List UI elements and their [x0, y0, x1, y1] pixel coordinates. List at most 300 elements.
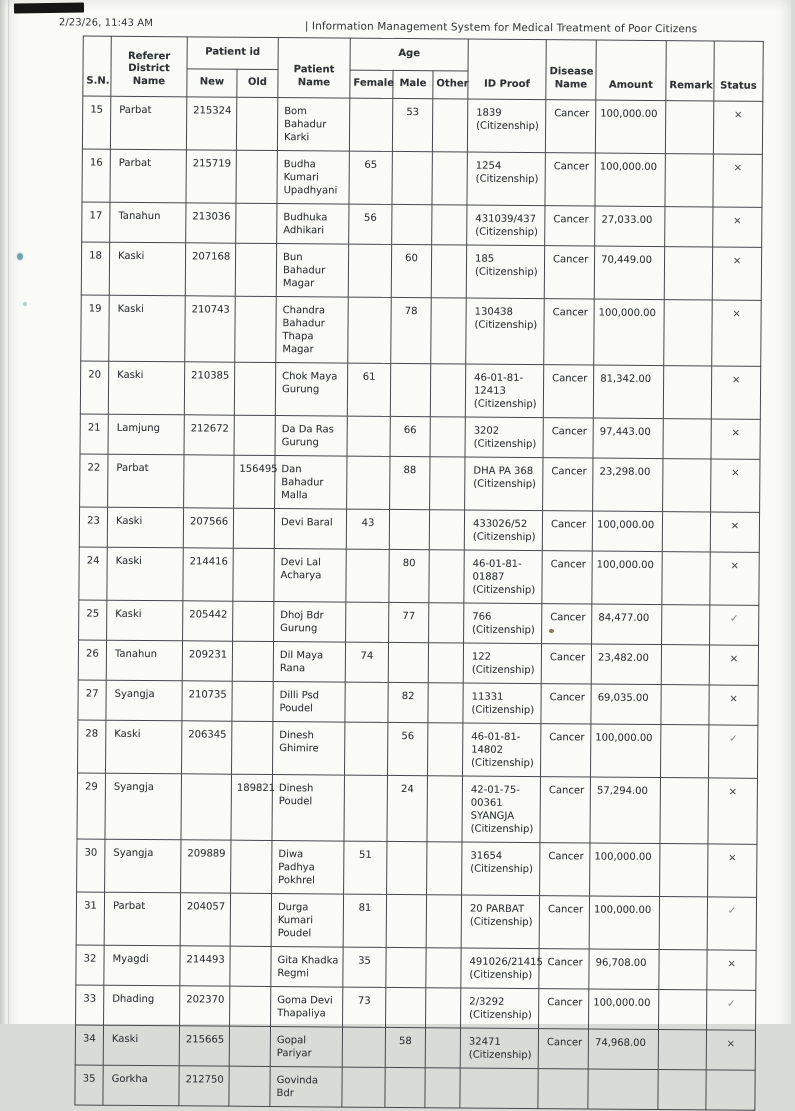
cell-status: × [711, 459, 760, 512]
cell-male: 56 [388, 722, 428, 775]
cell-id_old [230, 946, 271, 986]
cell-status: × [708, 778, 758, 844]
cell-amount: 84,477.00 [592, 604, 662, 645]
cell-disease: Cancer [539, 989, 589, 1029]
cell-amount [588, 1069, 658, 1110]
cell-id_old [230, 893, 271, 946]
table-row [76, 945, 756, 990]
cell-id_proof: 122 (Citizenship) [463, 643, 541, 684]
cell-other [432, 99, 467, 152]
cell-id_new: 212750 [179, 1066, 229, 1106]
cell-district: Kaski [107, 507, 183, 548]
cell-name: Govinda Bdr [270, 1066, 342, 1107]
cell-sn: 17 [82, 202, 110, 242]
cell-disease: Cancer [541, 684, 591, 724]
cell-disease: Cancer [543, 365, 593, 418]
cell-id_new: 210385 [184, 362, 234, 415]
cell-disease: Cancer [542, 604, 592, 644]
cell-remark [659, 897, 707, 950]
patients-table-body [75, 96, 763, 1110]
cell-remark [661, 645, 709, 685]
cell-district: Syangja [105, 839, 181, 893]
cell-male: 82 [388, 682, 428, 722]
cell-status: × [711, 366, 760, 419]
cell-id_new: 215324 [186, 97, 236, 150]
cell-district: Lamjung [108, 414, 184, 455]
cell-remark [659, 950, 707, 990]
cell-disease: Cancer [545, 100, 595, 153]
cell-other [427, 842, 462, 895]
cell-remark [664, 247, 712, 300]
cell-name: Chandra Bahadur Thapa Magar [276, 297, 349, 364]
cell-other [425, 1068, 460, 1108]
cell-sn: 22 [80, 454, 108, 507]
cell-other [431, 298, 467, 364]
cell-remark [661, 725, 709, 778]
cell-other [432, 152, 467, 205]
header-referer-district: Referer District Name [111, 36, 187, 97]
table-row [82, 149, 762, 207]
cell-other [425, 1028, 460, 1068]
cell-remark [665, 207, 713, 247]
cell-id_old [233, 548, 274, 601]
cell-id_proof: 185 (Citizenship) [466, 245, 544, 299]
table-row [76, 985, 756, 1030]
table-row [75, 1025, 755, 1070]
cell-amount: 100,000.00 [590, 843, 660, 897]
cell-id_proof: 491026/21415 (Citizenship) [461, 948, 539, 989]
cell-district: Tanahun [106, 640, 182, 681]
cell-id_proof [460, 1068, 538, 1109]
cell-id_new: 207566 [183, 508, 233, 548]
cell-amount: 100,000.00 [589, 896, 659, 950]
cell-female: 61 [347, 363, 390, 416]
cell-name: Goma Devi Thapaliya [271, 987, 343, 1028]
cell-remark [662, 552, 710, 605]
cell-sn: 31 [76, 892, 104, 945]
cell-district: Kaski [109, 242, 185, 296]
cell-amount: 57,294.00 [590, 777, 661, 844]
cell-remark [659, 990, 707, 1030]
cell-amount: 100,000.00 [592, 511, 662, 552]
cell-id_old [236, 97, 277, 150]
cell-male [387, 841, 427, 894]
cell-female [349, 98, 392, 151]
cell-female [346, 549, 389, 602]
cell-female: 43 [346, 509, 389, 549]
cell-amount: 70,449.00 [594, 246, 664, 300]
cell-disease: Cancer [540, 843, 590, 896]
cell-id_proof: 1254 (Citizenship) [467, 152, 545, 206]
cell-id_proof: 130438 (Citizenship) [466, 298, 545, 365]
cell-remark [658, 1030, 706, 1070]
cell-sn: 16 [82, 149, 110, 202]
cell-id_new: 209231 [182, 641, 232, 681]
header-sn: S.N. [83, 36, 111, 96]
table-row [80, 361, 760, 419]
cell-remark [660, 778, 709, 844]
cell-male [386, 947, 426, 987]
cell-name: Budhuka Adhikari [277, 204, 349, 245]
cell-status: ✓ [710, 605, 759, 645]
header-id-new: New [187, 69, 237, 97]
cell-district: Gorkha [103, 1065, 179, 1106]
cell-status: × [709, 685, 758, 725]
cell-remark [664, 300, 713, 366]
cell-status: ✓ [708, 725, 757, 778]
cell-female [344, 775, 388, 841]
document-title: | Information Management System for Medical Treatment of Poor Citizens [304, 20, 698, 36]
cell-id_old [233, 601, 274, 641]
header-age-other: Other [433, 71, 468, 99]
cell-remark [665, 154, 713, 207]
patients-table [74, 35, 763, 1110]
cell-disease: Cancer [538, 1029, 588, 1069]
cell-id_new [181, 774, 232, 840]
cell-disease: Cancer [543, 418, 593, 458]
cell-district: Kaski [109, 295, 186, 362]
cell-name: Devi Lal Acharya [274, 549, 346, 603]
cell-name: Durga Kumari Poudel [271, 894, 343, 948]
cell-remark [660, 844, 708, 897]
table-row [78, 640, 758, 685]
cell-amount: 100,000.00 [595, 100, 665, 154]
cell-female [342, 1027, 385, 1067]
cell-status: ✓ [707, 990, 756, 1030]
cell-other [430, 364, 465, 417]
header-status: Status [714, 41, 763, 101]
cell-status [706, 1070, 755, 1110]
cell-male [392, 204, 432, 244]
header-amount: Amount [596, 40, 666, 101]
cell-sn: 27 [78, 680, 106, 720]
cell-disease: Cancer [539, 896, 589, 949]
cell-amount: 69,035.00 [591, 684, 661, 725]
cell-sn: 18 [81, 242, 109, 295]
cell-amount: 100,000.00 [594, 299, 665, 366]
cell-remark [658, 1070, 706, 1110]
cell-disease: Cancer [541, 724, 591, 777]
cell-id_old [234, 362, 275, 415]
cell-name: Dilli Psd Poudel [273, 682, 345, 723]
cell-name: Dinesh Ghimire [273, 722, 345, 776]
cell-id_proof: 46-01-81- 12413 (Citizenship) [465, 364, 543, 418]
cell-id_new: 202370 [180, 986, 230, 1026]
cell-id_proof: 46-01-81- 01887 (Citizenship) [464, 550, 542, 604]
cell-other [428, 683, 463, 723]
cell-disease: Cancer [542, 511, 592, 551]
cell-other [430, 417, 465, 457]
cell-remark [665, 101, 713, 154]
table-row [79, 507, 759, 552]
cell-status: × [712, 247, 761, 300]
cell-district: Dhading [104, 985, 180, 1026]
cell-id_proof: 3202 (Citizenship) [465, 417, 543, 458]
cell-other [427, 776, 463, 842]
cell-id_new: 206345 [182, 721, 232, 774]
header-age: Age [350, 38, 468, 71]
cell-male: 58 [385, 1027, 425, 1067]
cell-amount: 100,000.00 [589, 989, 659, 1030]
cell-status: ✓ [707, 897, 756, 950]
cell-amount: 100,000.00 [591, 724, 661, 778]
cell-male [389, 509, 429, 549]
cell-name: Da Da Ras Gurung [275, 416, 347, 457]
cell-amount: 23,482.00 [591, 644, 661, 685]
header-age-female: Female [350, 70, 393, 98]
cell-other [428, 723, 463, 776]
cell-other [431, 245, 466, 298]
cell-id_proof: 2/3292 (Citizenship) [461, 988, 539, 1029]
cell-sn: 24 [79, 547, 107, 600]
header-id-proof: ID Proof [468, 39, 546, 100]
cell-other [429, 603, 464, 643]
cell-other [426, 895, 461, 948]
table-row [81, 242, 761, 300]
cell-remark [663, 419, 711, 459]
cell-id_old [232, 681, 273, 721]
cell-name: Diwa Padhya Pokhrel [272, 841, 344, 895]
cell-other [428, 643, 463, 683]
cell-male [390, 363, 430, 416]
cell-status: × [713, 154, 762, 207]
cell-district: Tanahun [110, 202, 186, 243]
cell-district: Myagdi [104, 945, 180, 986]
cell-remark [662, 605, 710, 645]
cell-female: 56 [349, 204, 392, 244]
cell-district: Parbat [104, 892, 180, 946]
cell-id_new: 212672 [184, 415, 234, 455]
cell-sn: 20 [80, 361, 108, 414]
cell-district: Kaski [103, 1025, 179, 1066]
cell-district: Syangja [106, 680, 182, 721]
cell-female: 65 [349, 151, 392, 204]
header-patient-id: Patient id [187, 37, 278, 70]
cell-female: 35 [343, 947, 386, 987]
print-timestamp: 2/23/26, 11:43 AM [58, 17, 154, 30]
cell-disease: Cancer [543, 458, 593, 511]
cell-sn: 15 [82, 96, 110, 149]
cell-id_old [233, 508, 274, 548]
cell-female [346, 602, 389, 642]
cell-male: 66 [390, 416, 430, 456]
cell-status: × [708, 844, 757, 897]
cell-other [429, 550, 464, 603]
cell-status: × [713, 101, 762, 154]
cell-district: Syangja [105, 773, 182, 840]
cell-other [432, 205, 467, 245]
cell-id_proof: 1839 (Citizenship) [467, 99, 545, 153]
cell-name: Bom Bahadur Karki [277, 98, 349, 152]
header-disease-name: Disease Name [546, 40, 596, 100]
cell-district: Kaski [108, 361, 184, 415]
cell-id_proof: 433026/52 (Citizenship) [464, 510, 542, 551]
cell-remark [662, 512, 710, 552]
cell-name: Gita Khadka Regmi [271, 947, 343, 988]
cell-name: Devi Baral [274, 509, 346, 550]
cell-female [345, 722, 388, 775]
cell-status: × [709, 645, 758, 685]
cell-id_new: 215665 [179, 1026, 229, 1066]
cell-disease: Cancer [542, 551, 592, 604]
cell-id_old [236, 150, 277, 203]
cell-id_proof: 46-01-81- 14802 (Citizenship) [463, 723, 541, 777]
cell-id_proof: 31654 (Citizenship) [462, 842, 540, 896]
cell-id_new: 210743 [185, 296, 236, 362]
cell-name: Dinesh Poudel [272, 775, 345, 842]
cell-male: 24 [387, 775, 428, 841]
cell-id_old [236, 203, 277, 243]
cell-id_proof: DHA PA 368 (Citizenship) [465, 457, 543, 511]
cell-id_new: 213036 [186, 203, 236, 243]
cell-sn: 26 [78, 640, 106, 680]
cell-male [386, 894, 426, 947]
cell-male: 77 [389, 602, 429, 642]
table-row [76, 892, 756, 950]
table-row [75, 1065, 755, 1110]
cell-other [426, 988, 461, 1028]
table-row [79, 547, 759, 605]
cell-status: × [712, 300, 762, 366]
cell-id_new: 214416 [183, 548, 233, 601]
table-row [80, 454, 760, 512]
table-row [82, 202, 762, 247]
cell-female [348, 244, 391, 297]
cell-disease: Cancer [544, 246, 594, 299]
cell-disease: Cancer [544, 299, 595, 365]
cell-id_proof: 431039/437 (Citizenship) [467, 205, 545, 246]
cell-id_old [235, 243, 276, 296]
cell-female [342, 1067, 385, 1107]
cell-male [385, 1067, 425, 1107]
cell-id_old [235, 296, 277, 362]
cell-disease: Cancer [545, 153, 595, 206]
table-row [77, 773, 758, 844]
cell-name: Bun Bahadur Magar [276, 244, 348, 298]
cell-male: 88 [390, 456, 430, 509]
cell-other [430, 457, 465, 510]
cell-district: Parbat [110, 149, 186, 203]
cell-id_old [234, 415, 275, 455]
cell-amount: 81,342.00 [593, 365, 663, 419]
cell-status: × [713, 207, 762, 247]
cell-status: × [710, 512, 759, 552]
table-row [77, 839, 757, 897]
table-row [78, 680, 758, 725]
cell-sn: 21 [80, 414, 108, 454]
cell-name: Dan Bahadur Malla [275, 456, 347, 510]
cell-id_old [231, 721, 272, 774]
table-row [78, 720, 758, 778]
cell-id_proof: 766 (Citizenship) [464, 603, 542, 644]
cell-id_old [229, 1026, 270, 1066]
cell-amount: 27,033.00 [595, 206, 665, 247]
cell-amount: 23,298.00 [593, 458, 663, 512]
cell-male [386, 987, 426, 1027]
cell-sn: 30 [77, 839, 105, 892]
cell-disease: Cancer [545, 206, 595, 246]
cell-id_old: 189821 [231, 774, 273, 840]
cell-id_new: 214493 [180, 946, 230, 986]
cell-sn: 35 [75, 1065, 103, 1105]
cell-amount: 96,708.00 [589, 949, 659, 990]
cell-remark [661, 685, 709, 725]
cell-id_old [231, 840, 272, 893]
cell-id_old [232, 641, 273, 681]
cell-remark [663, 366, 711, 419]
cell-name: Dil Maya Rana [273, 642, 345, 683]
cell-sn: 23 [79, 507, 107, 547]
cell-sn: 25 [79, 600, 107, 640]
cell-status: × [711, 419, 760, 459]
cell-male: 80 [389, 549, 429, 602]
cell-male: 60 [391, 244, 431, 297]
cell-amount: 74,968.00 [588, 1029, 658, 1070]
cell-name: Gopal Pariyar [270, 1026, 342, 1067]
cell-name: Budha Kumari Upadhyani [277, 151, 349, 205]
cell-female [348, 297, 392, 363]
cell-status: × [710, 552, 759, 605]
cell-remark [663, 459, 711, 512]
cell-id_proof: 42-01-75- 00361 SYANGJA (Citizenship) [462, 776, 541, 843]
cell-id_new: 210735 [182, 681, 232, 721]
cell-sn: 34 [75, 1025, 103, 1065]
cell-id_new: 205442 [183, 601, 233, 641]
cell-female: 74 [345, 642, 388, 682]
table-row [80, 414, 760, 459]
cell-other [429, 510, 464, 550]
cell-id_new: 215719 [186, 150, 236, 203]
cell-sn: 19 [81, 295, 110, 361]
cell-female: 81 [343, 894, 386, 947]
cell-sn: 28 [78, 720, 106, 773]
cell-amount: 100,000.00 [592, 551, 662, 605]
cell-disease: Cancer [541, 644, 591, 684]
cell-sn: 29 [77, 773, 106, 839]
cell-district: Kaski [107, 600, 183, 641]
cell-id_new: 204057 [180, 893, 230, 946]
cell-district: Parbat [108, 454, 184, 508]
cell-male: 53 [392, 98, 432, 151]
cell-female [347, 456, 390, 509]
cell-amount: 97,443.00 [593, 418, 663, 459]
header-id-old: Old [237, 69, 278, 97]
cell-female: 51 [344, 841, 387, 894]
cell-disease: Cancer [540, 777, 591, 843]
cell-id_old [230, 986, 271, 1026]
cell-male [388, 642, 428, 682]
cell-male [392, 151, 432, 204]
cell-district: Kaski [107, 547, 183, 601]
cell-name: Dhoj Bdr Gurung [274, 602, 346, 643]
cell-disease [538, 1069, 588, 1109]
table-row [81, 295, 762, 366]
table-row [79, 600, 759, 645]
header-age-male: Male [393, 70, 433, 98]
cell-female [345, 682, 388, 722]
cell-sn: 32 [76, 945, 104, 985]
cell-id_proof: 32471 (Citizenship) [460, 1028, 538, 1069]
header-patient-name: Patient Name [278, 38, 350, 99]
cell-name: Chok Maya Gurung [275, 363, 347, 417]
cell-male: 78 [391, 297, 432, 363]
cell-amount: 100,000.00 [595, 153, 665, 207]
header-remark: Remark [666, 41, 714, 101]
cell-id_new: 209889 [181, 840, 231, 893]
table-row [82, 96, 762, 154]
cell-district: Parbat [110, 96, 186, 150]
cell-status: × [707, 950, 756, 990]
